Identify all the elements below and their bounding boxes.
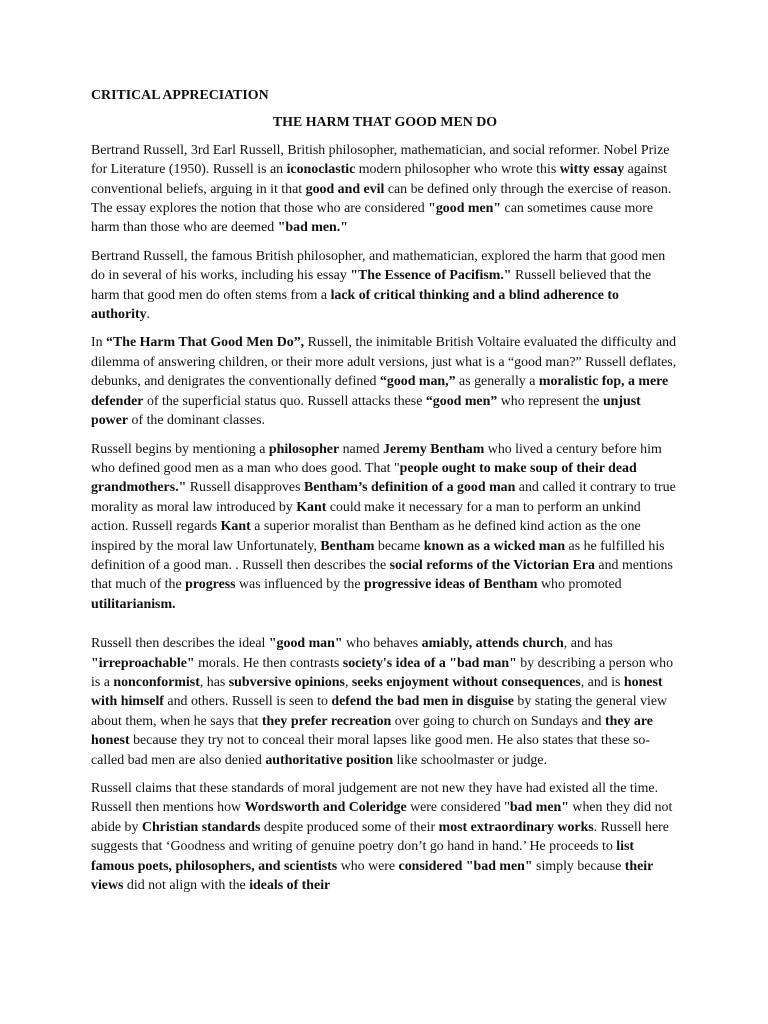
- paragraph-6: [91, 779, 679, 895]
- bold-text-run: seeks enjoyment without consequences: [351, 674, 581, 690]
- text-run: did not align with the: [123, 878, 250, 894]
- bold-text-run: amiably, attends church: [421, 636, 564, 652]
- bold-text-run: defend the bad men in disguise: [331, 694, 514, 710]
- text-run: over going to church on Sundays and: [391, 713, 605, 729]
- text-run: can sometimes cause more harm than those who are deemed: [91, 201, 654, 236]
- bold-text-run: progressive ideas of Bentham: [364, 577, 538, 593]
- text-run: ,: [344, 674, 352, 690]
- text-run: Russell then describes the ideal: [91, 636, 269, 652]
- text-run: as he fulfilled his definition of a good man. . Russell then describes the: [91, 538, 665, 573]
- bold-text-run: Kant: [220, 519, 251, 535]
- bold-text-run: nonconformist: [113, 674, 200, 690]
- text-run: because they try not to conceal their moral lapses like good men. He also states that these so-called bad men are also denied: [91, 733, 650, 768]
- bold-text-run: subversive opinions: [228, 674, 345, 690]
- bold-text-run: "irreproachable": [91, 655, 195, 671]
- text-run: and called it contrary to true morality as moral law introduced by: [91, 480, 676, 515]
- bold-text-run: iconoclastic: [286, 162, 356, 178]
- paragraph-5: [91, 634, 679, 770]
- text-run: Bertrand Russell, the famous British philosopher, and mathematician, explored the harm that good men do in several of his works, including his essay: [91, 248, 666, 284]
- text-run: simply because: [532, 858, 625, 874]
- bold-text-run: Jeremy Bentham: [383, 441, 485, 457]
- bold-text-run: they are honest: [91, 713, 653, 749]
- bold-text-run: Bentham’s definition of a good man: [303, 480, 516, 496]
- text-run: who promoted: [537, 577, 622, 593]
- bold-text-run: "bad men.": [277, 220, 348, 236]
- document-page: [91, 86, 679, 904]
- bold-text-run: authoritative position: [265, 752, 394, 768]
- bold-text-run: social reforms of the Victorian Era: [389, 557, 595, 573]
- bold-text-run: they prefer recreation: [261, 713, 392, 729]
- section-heading: CRITICAL APPRECIATION: [91, 88, 269, 103]
- bold-text-run: unjust power: [91, 393, 641, 429]
- bold-text-run: Wordsworth and Coleridge: [244, 800, 407, 816]
- text-run: became: [374, 538, 424, 554]
- bold-text-run: Christian standards: [141, 819, 261, 835]
- text-run: morals. He then contrasts: [194, 655, 343, 671]
- text-run: who were: [337, 858, 399, 874]
- text-run: against conventional beliefs, arguing in it that: [91, 162, 667, 197]
- bold-text-run: bad men": [509, 800, 569, 816]
- paragraph-1: [91, 141, 679, 238]
- bold-text-run: progress: [185, 577, 236, 593]
- bold-text-run: Kant: [296, 499, 327, 515]
- bold-text-run: “The Harm That Good Men Do”,: [106, 335, 305, 351]
- text-run: .: [146, 307, 151, 323]
- essay-title: THE HARM THAT GOOD MEN DO: [272, 115, 498, 131]
- paragraph-2: [91, 247, 679, 325]
- text-run: Russell, the inimitable British Voltaire evaluated the difficulty and dilemma of answering children, or their more adult versions, just what is a “good man?” Russell deflates, debunks, and denigrates the conventionally defined: [91, 335, 677, 390]
- text-run: , and is: [580, 674, 624, 690]
- bold-text-run: witty essay: [559, 162, 625, 178]
- text-run: Russell disapproves: [186, 480, 304, 496]
- text-run: a superior moralist than Bentham as he defined kind action as the one inspired by the moral law Unfortunately,: [91, 519, 641, 554]
- bold-text-run: Bentham: [320, 538, 375, 554]
- text-run: In: [91, 335, 107, 351]
- bold-text-run: utilitarianism.: [91, 596, 176, 612]
- bold-text-run: "good men": [428, 201, 502, 217]
- text-run: by stating the general view about them, when he says that: [91, 694, 668, 729]
- bold-text-run: honest with himself: [91, 674, 663, 710]
- paragraph-3: [91, 333, 679, 430]
- text-run: Russell begins by mentioning a: [91, 441, 269, 457]
- text-run: of the superficial status quo. Russell attacks these: [143, 393, 426, 409]
- text-run: , has: [199, 674, 229, 690]
- text-run: . Russell here suggests that ‘Goodness and writing of genuine poetry don’t go hand in hand.’ He proceeds to: [91, 819, 669, 855]
- text-run: as generally a: [455, 374, 539, 390]
- text-run: and others. Russell is seen to: [163, 694, 332, 710]
- text-run: Russell believed that the harm that good men do often stems from a: [91, 268, 652, 303]
- text-run: were considered ": [406, 800, 510, 816]
- bold-text-run: good and evil: [305, 181, 385, 197]
- bold-text-run: people ought to make soup of their dead grandmothers.": [91, 460, 637, 496]
- text-run: despite produced some of their: [260, 819, 439, 835]
- bold-text-run: lack of critical thinking and a blind adherence to authority: [91, 287, 619, 323]
- text-run: like schoolmaster or judge.: [393, 752, 547, 768]
- text-run: could make it necessary for a man to perform an unkind action. Russell regards: [91, 499, 641, 535]
- text-run: Russell claims that these standards of moral judgement are not new they have had existed all the time. Russell then mentions how: [91, 781, 659, 816]
- bold-text-run: their views: [91, 858, 654, 894]
- text-run: named: [339, 441, 384, 457]
- text-run: who behaves: [342, 636, 422, 652]
- bold-text-run: “good man,”: [379, 374, 456, 390]
- text-run: who lived a century before him who defined good men as a man who does good. That ": [91, 441, 662, 476]
- bold-text-run: moralistic fop, a mere defender: [91, 374, 669, 409]
- bold-text-run: ideals of their: [249, 878, 331, 894]
- text-run: and mentions that much of the: [91, 557, 673, 593]
- text-run: of the dominant classes.: [128, 413, 265, 429]
- bold-text-run: known as a wicked man: [423, 538, 566, 554]
- text-run: Bertrand Russell, 3rd Earl Russell, British philosopher, mathematician, and social reformer. Nobel Prize for Literature (1950). Russell is an: [91, 142, 670, 178]
- paragraph-4: [91, 440, 679, 615]
- text-run: by describing a person who is a: [91, 655, 674, 690]
- text-run: modern philosopher who wrote this: [355, 162, 560, 178]
- text-run: , and has: [563, 636, 613, 652]
- bold-text-run: "good man": [268, 636, 343, 652]
- bold-text-run: “good men”: [425, 393, 498, 409]
- bold-text-run: most extraordinary works: [438, 819, 594, 835]
- text-run: was influenced by the: [235, 577, 364, 593]
- text-run: can be defined only through the exercise of reason. The essay explores the notion that those who are considered: [91, 181, 672, 217]
- bold-text-run: list famous poets, philosophers, and scientists: [91, 839, 635, 874]
- text-run: who represent the: [497, 393, 603, 409]
- bold-text-run: society's idea of a "bad man": [342, 655, 517, 671]
- bold-text-run: philosopher: [268, 441, 340, 457]
- bold-text-run: "The Essence of Pacifism.": [350, 268, 512, 284]
- text-run: when they did not abide by: [91, 800, 673, 835]
- bold-text-run: considered "bad men": [398, 858, 533, 874]
